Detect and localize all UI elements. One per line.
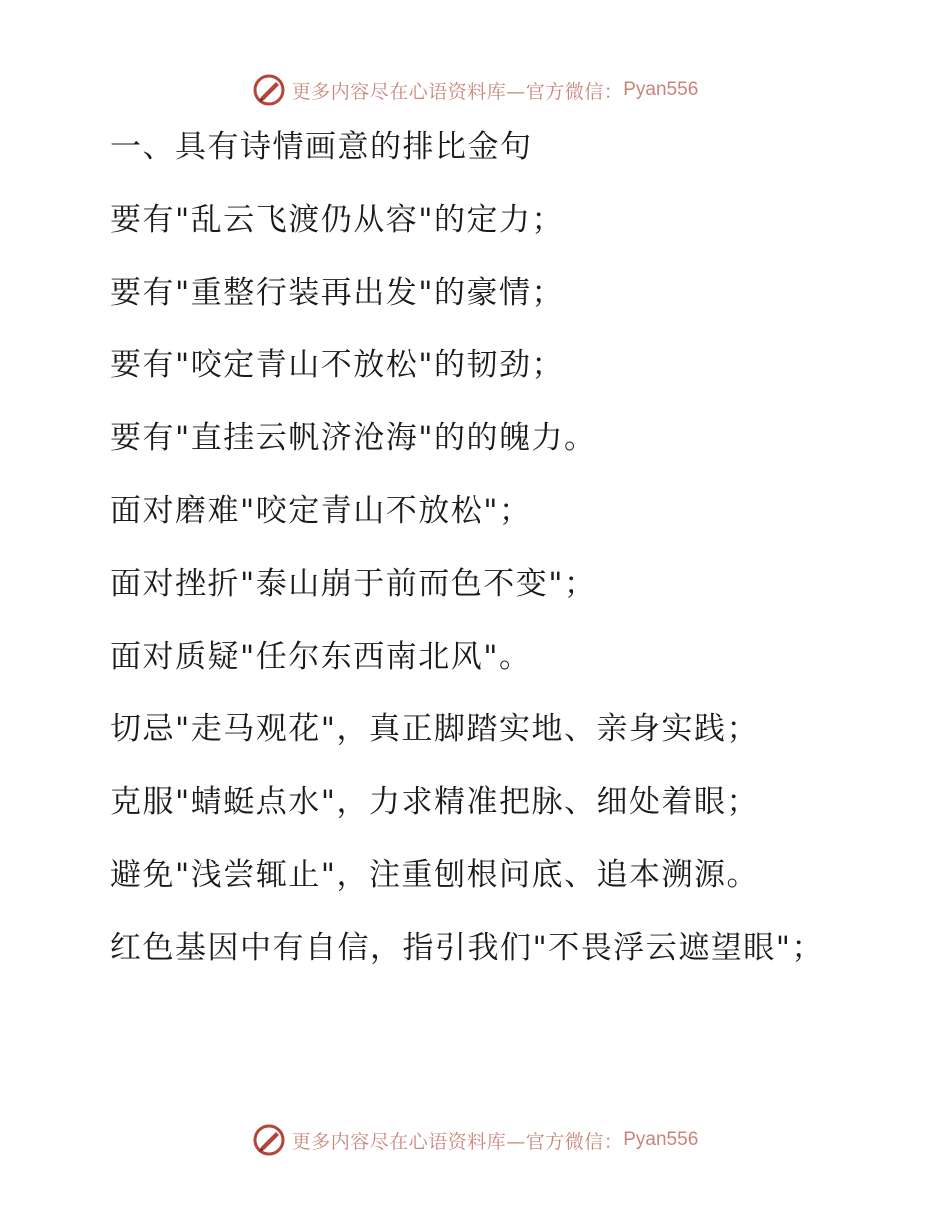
pen-logo-icon — [252, 73, 286, 107]
text-line: 克服"蜻蜓点水"，力求精准把脉、细处着眼； — [110, 784, 760, 821]
banner-wechat-id: Pyan556 — [623, 79, 699, 100]
text-line: 要有"咬定青山不放松"的韧劲； — [110, 347, 565, 384]
document-body — [110, 122, 930, 996]
text-line: 面对质疑"任尔东西南北风"。 — [110, 638, 532, 675]
banner-wechat-id: Pyan556 — [623, 1129, 699, 1150]
text-line: 要有"乱云飞渡仍从容"的定力； — [110, 201, 565, 238]
text-line: 要有"直挂云帆济沧海"的的魄力。 — [110, 420, 597, 457]
text-line: 要有"重整行装再出发"的豪情； — [110, 274, 565, 311]
text-line: 面对磨难"咬定青山不放松"； — [110, 492, 532, 529]
banner-text: 更多内容尽在心语资料库—官方微信： — [291, 80, 624, 103]
text-line: 避免"浅尝辄止"，注重刨根问底、追本溯源。 — [110, 856, 760, 893]
pen-logo-icon — [252, 1123, 286, 1157]
footer-banner — [0, 1120, 950, 1160]
text-line: 面对挫折"泰山崩于前而色不变"； — [110, 565, 597, 602]
banner-text: 更多内容尽在心语资料库—官方微信： — [291, 1130, 624, 1153]
text-line: 切忌"走马观花"，真正脚踏实地、亲身实践； — [110, 711, 760, 748]
text-line: 红色基因中有自信，指引我们"不畏浮云遮望眼"； — [110, 929, 825, 966]
section-heading: 一、具有诗情画意的排比金句 — [110, 129, 533, 165]
header-banner — [0, 70, 950, 110]
